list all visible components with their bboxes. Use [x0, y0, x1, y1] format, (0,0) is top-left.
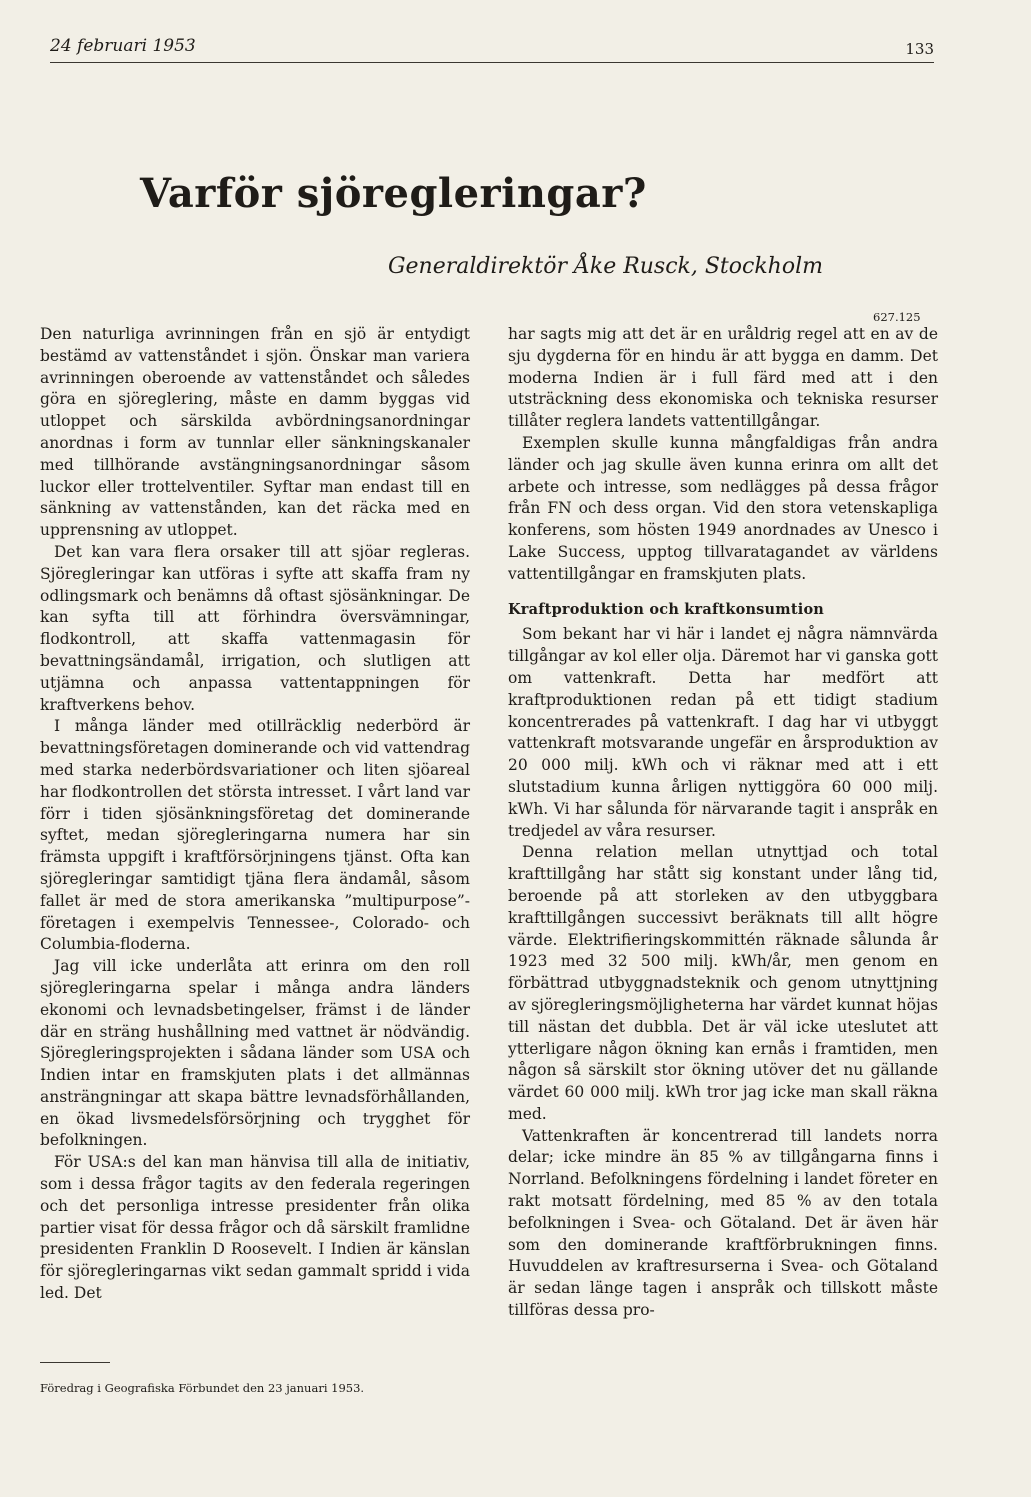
section-heading: Kraftproduktion och kraftkonsumtion	[508, 600, 825, 618]
footnote: Föredrag i Geografiska Förbundet den 23 januari 1953.	[40, 1381, 365, 1395]
paragraph: Den naturliga avrinningen från en sjö är entydigt bestämd av vattenståndet i sjön. Önskar man variera avrinningen oberoende av vattenståndet och således göra en sjöreglering, måste en damm byggas vid utloppet och särskilda avbördningsanordningar anordnas i form av tunnlar eller sänkningskanaler med tillhörande avstängningsanordningar såsom luckor eller trottelventiler. Syftar man endast till en sänkning av vattenstånden, kan det räcka med en upprensning av utloppet.	[40, 325, 470, 540]
right-column	[508, 324, 938, 1322]
paragraph: Exemplen skulle kunna mångfaldigas från andra länder och jag skulle även kunna erinra om allt det arbete och intresse, som nedlägges på dessa frågor från FN och dess organ. Vid den stora vetenskapliga konferens, som hösten 1949 anordnades av Unesco i Lake Success, upptog tillvaratagandet av världens vattentillgångar en framskjuten plats.	[508, 433, 938, 583]
left-column	[40, 324, 470, 1305]
classification-code: 627.125	[873, 310, 921, 324]
running-header	[50, 36, 934, 63]
paragraph: Det kan vara flera orsaker till att sjöar regleras. Sjöregleringar kan utföras i syfte att skaffa fram ny odlingsmark och benämns då oftast sjösänkningar. De kan syfta till att förhindra översvämningar, flodkontroll, att skaffa vattenmagasin för bevattningsändamål, irrigation, och slutligen att utjämna och anpassa vattentappningen för kraftverkens behov.	[40, 542, 470, 714]
paragraph: I många länder med otillräcklig nederbörd är bevattningsföretagen dominerande och vid vattendrag med starka nederbördsvariationer och liten sjöareal har flodkontrollen det största intresset. I vårt land var förr i tiden sjösänkningsföretag det dominerande syftet, medan sjöregleringarna numera har sin främsta uppgift i kraftförsörjningens tjänst. Ofta kan sjöregleringar samtidigt tjäna flera ändamål, såsom fallet är med de stora amerikanska ”multipurpose”-företagen i exempelvis Tennessee-, Colorado- och Columbia-floderna.	[40, 717, 470, 954]
issue-date: 24 februari 1953	[50, 36, 196, 56]
article-author: Generaldirektör Åke Rusck, Stockholm	[387, 254, 823, 279]
footnote-rule	[40, 1362, 110, 1363]
paragraph: Jag vill icke underlåta att erinra om den roll sjöregleringarna spelar i många andra länders ekonomi och levnadsbetingelser, främst i de länder där en sträng hushållning med vattnet är nödvändig. Sjöregleringsprojekten i sådana länder som USA och Indien intar en framskjuten plats i det allmännas ansträngningar att skapa bättre levnadsförhållanden, en ökad livsmedelsförsörjning och trygghet för befolkningen.	[40, 957, 470, 1150]
paragraph: Denna relation mellan utnyttjad och total krafttillgång har stått sig konstant under lång tid, beroende på att storleken av den utbyggbara krafttillgången successivt beräknats till allt högre värde. Elektrifieringskommittén räknade sålunda år 1923 med 32 500 milj. kWh/år, men genom en förbättrad utbyggnadsteknik och genom utnyttjning av sjöregleringsmöjligheterna har värdet kunnat höjas till nästan det dubbla. Det är väl icke uteslutet att ytterligare någon ökning kan ernås i framtiden, men någon så särskilt stor ökning utöver det nu gällande värdet 60 000 milj. kWh tror jag icke man skall räkna med.	[508, 843, 938, 1123]
article-title: Varför sjöregleringar?	[140, 170, 647, 217]
page-number: 133	[905, 40, 934, 58]
paragraph: Vattenkraften är koncentrerad till landets norra delar; icke mindre än 85 % av tillgångarna finns i Norrland. Befolkningens fördelning i landet företer en rakt motsatt fördelning, med 85 % av den totala befolkningen i Svea- och Götaland. Det är även här som den dominerande kraftförbrukningen finns. Huvuddelen av kraftresurserna i Svea- och Götaland är sedan länge tagen i anspråk och tillskott måste tillföras dessa pro-	[508, 1126, 938, 1320]
paragraph: Som bekant har vi här i landet ej några nämnvärda tillgångar av kol eller olja. Däremot har vi ganska gott om vattenkraft. Detta har medfört att kraftproduktionen redan på ett tidigt stadium koncentrerades på vattenkraft. I dag har vi utbyggt vattenkraft motsvarande ungefär en årsproduktion av 20 000 milj. kWh och vi räknar med att i ett slutstadium kunna årligen nyttiggöra 60 000 milj. kWh. Vi har sålunda för närvarande tagit i anspråk en tredjedel av våra resurser.	[508, 625, 938, 840]
paragraph: har sagts mig att det är en uråldrig regel att en av de sju dygderna för en hindu är att bygga en damm. Det moderna Indien är i full färd med att i den utsträckning dess ekonomiska och tekniska resurser tillåter reglera landets vattentillgångar.	[508, 325, 938, 431]
paragraph: För USA:s del kan man hänvisa till alla de initiativ, som i dessa frågor tagits av den federala regeringen och det personliga intresse presidenter från olika partier visat för dessa frågor och då särskilt framlidne presidenten Franklin D Roosevelt. I Indien är känslan för sjöregleringarnas vikt sedan gammalt spridd i vida led. Det	[40, 1153, 470, 1303]
